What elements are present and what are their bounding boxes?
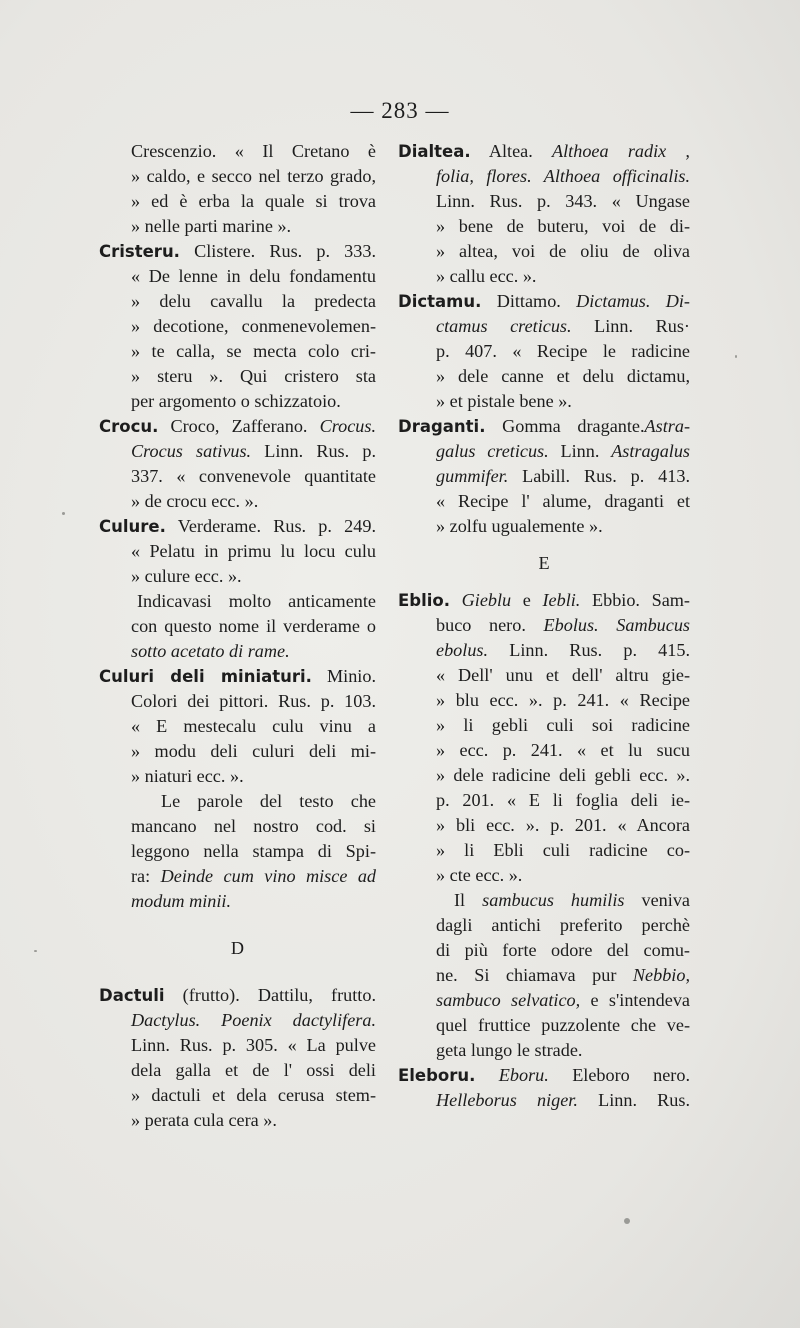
text-line [398,838,690,863]
left-column [99,139,376,1133]
line-text: » de crocu ecc. ». [131,491,259,511]
entry-headword: Culuri deli miniaturi. [99,667,312,686]
line-text: Gomma dragante. [485,416,645,436]
line-text: » blu ecc. ». p. 241. « Recipe [436,690,690,710]
text-line [398,1038,690,1063]
line-text: Linn. Rus. p. [251,441,376,461]
line-text: ne. Si chiamava pur [436,965,633,985]
italic-text: modum minii. [131,891,232,911]
text-line [99,489,376,514]
line-text: buco nero. [436,615,544,635]
line-text: » modu deli culuri deli mi- [131,741,376,761]
text-line [99,739,376,764]
line-text: dagli antichi preferito perchè [436,915,690,935]
line-text: con questo nome il verderame o [131,616,376,636]
italic-text: Eboru. [498,1065,549,1085]
text-line [99,1108,376,1133]
text-line [99,339,376,364]
line-text: « De lenne in delu fondamentu [131,266,376,286]
text-line [398,164,690,189]
line-text: e [511,590,543,610]
entry-headword: Crocu. [99,417,159,436]
line-text: » altea, voi de oliu de oliva [436,241,690,261]
line-text: » ecc. p. 241. « et lu sucu [436,740,690,760]
line-text: E [538,553,550,573]
line-text: Linn. Rus· [571,316,690,336]
text-line [99,1083,376,1108]
text-line [398,813,690,838]
right-column [398,139,690,1113]
section-letter [398,551,690,576]
line-text: Linn. Rus. p. 415. [488,640,690,660]
paper-speck [735,355,737,358]
text-line [398,289,690,314]
text-line [99,314,376,339]
line-text: Linn. Rus. p. 305. « La pulve [131,1035,376,1055]
italic-text: Helleborus niger. [436,1090,578,1110]
text-line [99,589,376,614]
entry-headword: Culure. [99,517,166,536]
text-line [398,613,690,638]
line-text: » li Ebli culi radicine co- [436,840,690,860]
section-letter [99,936,376,961]
text-line [99,1058,376,1083]
section-spacer [99,914,376,936]
italic-text: sambucus humilis [482,890,625,910]
line-text: » perata cula cera ». [131,1110,277,1130]
text-line [99,464,376,489]
line-text: » te calla, se mecta colo cri- [131,341,376,361]
line-text: dela galla et de l' ossi deli [131,1060,376,1080]
line-text: « E mestecalu culu vinu a [131,716,376,736]
text-line [99,614,376,639]
text-line [398,414,690,439]
line-text: Dittamo. [481,291,577,311]
text-line [99,164,376,189]
section-spacer [398,576,690,588]
line-text: quel fruttice puzzolente che ve- [436,1015,690,1035]
text-line [398,638,690,663]
entry-headword: Eblio. [398,591,450,610]
line-text: « Dell' unu et dell' altru gie- [436,665,690,685]
line-text: » niaturi ecc. ». [131,766,244,786]
italic-text: Althoea radix , [552,141,690,161]
text-line [398,988,690,1013]
line-text: Verderame. Rus. p. 249. [165,516,376,536]
text-line [398,1088,690,1113]
text-line [398,688,690,713]
line-text [475,1065,498,1085]
text-line [99,364,376,389]
text-line [398,464,690,489]
line-text: Linn. Rus. p. 343. « Ungase [436,191,690,211]
italic-text: galus creticus. [436,441,549,461]
line-text: p. 201. « E li foglia deli ie- [436,790,690,810]
line-text: » bene de buteru, voi de di- [436,216,690,236]
line-text: D [230,938,245,958]
paper-speck [34,950,37,952]
text-line [398,314,690,339]
italic-text: ebolus. [436,640,489,660]
line-text: Altea. [470,141,553,161]
text-line [398,913,690,938]
text-line [99,764,376,789]
italic-text: ctamus creticus. [436,316,572,336]
text-line [99,439,376,464]
text-line [398,514,690,539]
text-line [99,139,376,164]
line-text: « Recipe l' alume, draganti et [436,491,690,511]
line-text: » steru ». Qui cristero sta [131,366,376,386]
entry-headword: Dialtea. [398,142,471,161]
text-line [398,888,690,913]
text-line [398,963,690,988]
text-line [99,864,376,889]
text-line [99,789,376,814]
text-line [99,289,376,314]
line-text: » decotione, conmenevolemen- [131,316,376,336]
italic-text: folia, flores. Althoea officinalis. [436,166,690,186]
line-text: » dele canne et delu dictamu, [436,366,690,386]
line-text: Linn. Rus. [577,1090,691,1110]
entry-headword: Draganti. [398,417,486,436]
line-text: Il [454,890,483,910]
line-text: leggono nella stampa di Spi- [131,841,376,861]
text-line [398,863,690,888]
line-text: » dele radicine deli gebli ecc. ». [436,765,690,785]
text-line [99,1033,376,1058]
italic-text: Nebbio, [632,965,690,985]
line-text: « Pelatu in primu lu locu culu [131,541,376,561]
italic-text: Dactylus. Poenix dactylifera. [131,1010,376,1030]
text-line [99,389,376,414]
italic-text: sambuco selvatico, [436,990,581,1010]
text-line [398,439,690,464]
text-line [99,689,376,714]
line-text: Clistere. Rus. p. 333. [179,241,376,261]
text-line [398,788,690,813]
text-line [398,738,690,763]
italic-text: gummifer. [436,466,509,486]
entry-headword: Eleboru. [398,1066,476,1085]
line-text: geta lungo le strade. [436,1040,583,1060]
italic-text: Crocus. [319,416,376,436]
line-text: (frutto). Dattilu, frutto. [164,985,376,1005]
text-line [99,714,376,739]
section-spacer [99,961,376,983]
line-text: 337. « convenevole quantitate [131,466,376,486]
text-line [398,264,690,289]
italic-text: Astragalus [611,441,691,461]
text-line [398,763,690,788]
text-line [99,189,376,214]
italic-text: Crocus sativus. [131,441,252,461]
line-text: Minio. [311,666,376,686]
text-line [99,214,376,239]
text-line [398,1013,690,1038]
line-text: e s'intendeva [580,990,690,1010]
text-line [398,713,690,738]
text-line [398,239,690,264]
text-line [398,1063,690,1088]
line-text: » li gebli culi soi radicine [436,715,690,735]
line-text: » delu cavallu la predecta [131,291,376,311]
text-line [99,814,376,839]
line-text: Croco, Zafferano. [158,416,320,436]
text-line [99,264,376,289]
text-line [398,364,690,389]
line-text: » dactuli et dela cerusa stem- [131,1085,376,1105]
text-line [398,663,690,688]
section-spacer [398,539,690,551]
line-text: p. 407. « Recipe le radicine [436,341,690,361]
line-text: mancano nel nostro cod. si [131,816,376,836]
text-line [99,889,376,914]
line-text: Labill. Rus. p. 413. [508,466,690,486]
text-line [99,239,376,264]
text-line [99,983,376,1008]
text-line [99,564,376,589]
line-text: ra: [131,866,161,886]
line-text: » zolfu ugualemente ». [436,516,603,536]
text-line [99,1008,376,1033]
line-text: veniva [624,890,690,910]
line-text: Colori dei pittori. Rus. p. 103. [131,691,376,711]
entry-headword: Dictamu. [398,292,482,311]
text-line [99,514,376,539]
text-line [398,214,690,239]
line-text: di più forte odore del comu- [436,940,690,960]
entry-headword: Cristeru. [99,242,180,261]
line-text: Linn. [548,441,612,461]
italic-text: Deinde cum vino misce ad [160,866,377,886]
text-line [99,839,376,864]
line-text: Le parole del testo che [161,791,376,811]
text-line [99,639,376,664]
line-text: Eleboro nero. [548,1065,690,1085]
line-text: Crescenzio. « Il Cretano è [131,141,376,161]
text-line [99,414,376,439]
line-text: » et pistale bene ». [436,391,572,411]
italic-text: Dictamus. Di- [576,291,690,311]
line-text: » culure ecc. ». [131,566,242,586]
line-text: » cte ecc. ». [436,865,523,885]
line-text: » ed è erba la quale si trova [131,191,376,211]
italic-text: Gieblu [450,590,512,610]
italic-text: Iebli. [542,590,581,610]
line-text: » caldo, e secco nel terzo grado, [131,166,376,186]
line-text: » bli ecc. ». p. 201. « Ancora [436,815,690,835]
text-line [398,588,690,613]
italic-text: Astra- [644,416,690,436]
line-text: » callu ecc. ». [436,266,537,286]
italic-text: Ebolus. Sambucus [543,615,691,635]
text-line [398,139,690,164]
text-line [99,539,376,564]
text-line [398,339,690,364]
text-line [398,938,690,963]
italic-text: sotto acetato di rame. [131,641,290,661]
paper-speck [62,512,65,515]
text-line [398,189,690,214]
text-line [99,664,376,689]
line-text: per argomento o schizzatoio. [131,391,341,411]
line-text: Ebbio. Sam- [580,590,690,610]
entry-headword: Dactuli [99,986,165,1005]
text-line [398,489,690,514]
line-text: » nelle parti marine ». [131,216,292,236]
paper-speck [624,1218,630,1224]
text-line [398,389,690,414]
line-text: Indicavasi molto anticamente [137,591,376,611]
page-number: — 283 — [350,98,450,123]
